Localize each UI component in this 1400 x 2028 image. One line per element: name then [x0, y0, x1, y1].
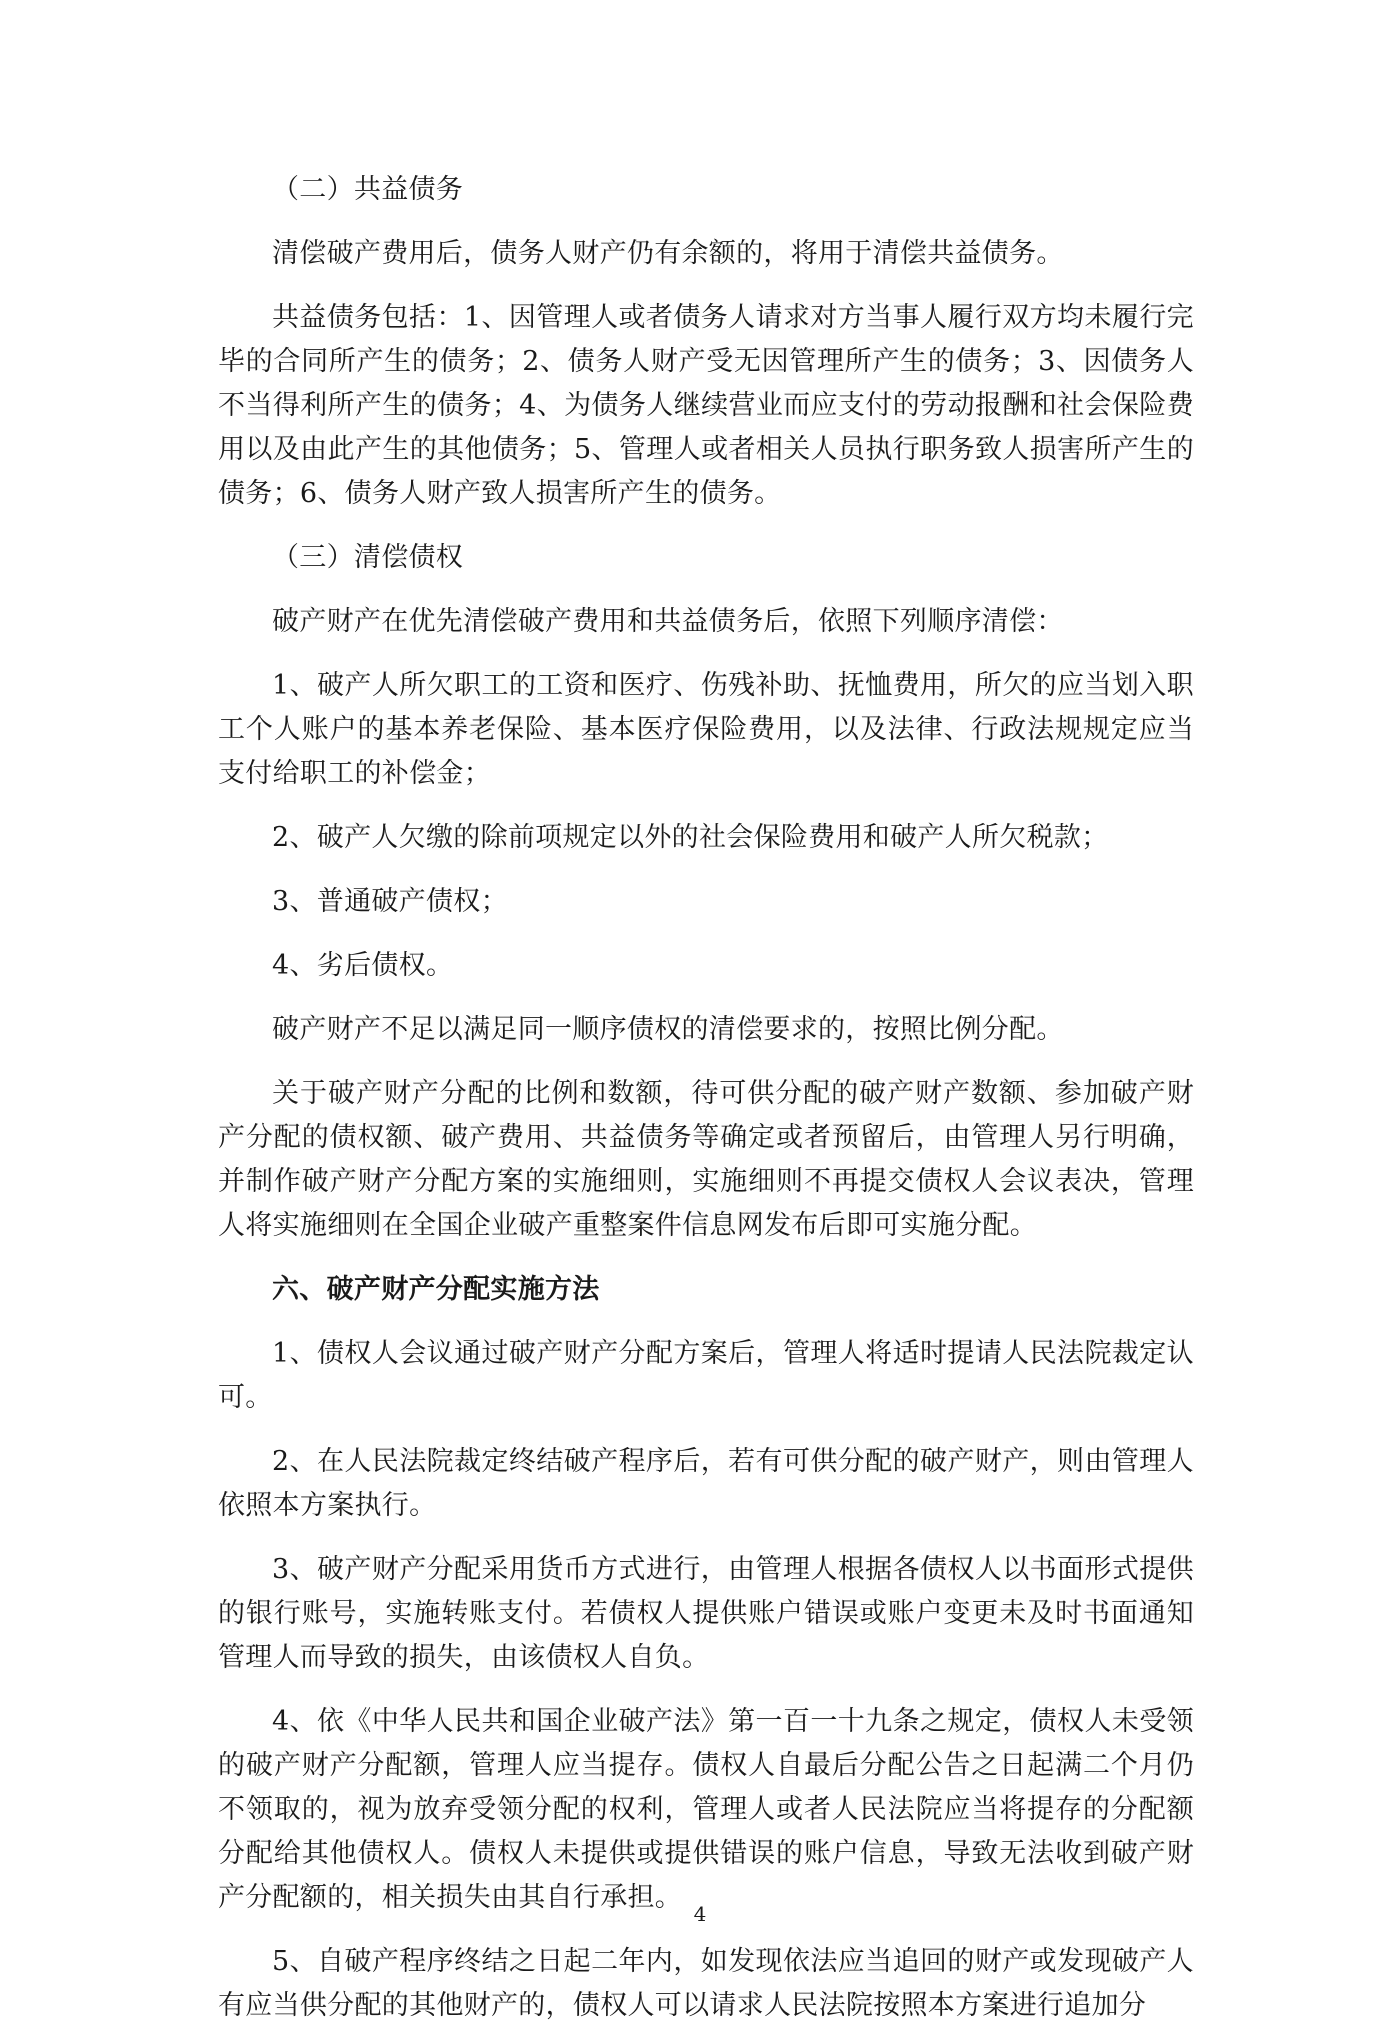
paragraph-subheading-2: （二）共益债务 — [272, 174, 464, 205]
list-item: 4、劣后债权。 — [272, 950, 454, 981]
list-item: 3、破产财产分配采用货币方式进行，由管理人根据各债权人以书面形式提供的银行账号，实施转账支付。若债权人提供账户错误或账户变更未及时书面通知管理人而导致的损失，由该债权人自负。 — [218, 1554, 1194, 1673]
list-item: 5、自破产程序终结之日起二年内，如发现依法应当追回的财产或发现破产人有应当供分配的其他财产的，债权人可以请求人民法院按照本方案进行追加分 — [218, 1946, 1194, 2021]
paragraph: 破产财产在优先清偿破产费用和共益债务后，依照下列顺序清偿： — [272, 606, 1064, 637]
list-item: 1、债权人会议通过破产财产分配方案后，管理人将适时提请人民法院裁定认可。 — [218, 1338, 1194, 1413]
list-item: 2、破产人欠缴的除前项规定以外的社会保险费用和破产人所欠税款； — [272, 822, 1109, 853]
paragraph-subheading-3: （三）清偿债权 — [272, 542, 464, 573]
section-heading: 六、破产财产分配实施方法 — [272, 1274, 600, 1305]
document-body — [218, 168, 1194, 2028]
list-item: 1、破产人所欠职工的工资和医疗、伤残补助、抚恤费用，所欠的应当划入职工个人账户的基本养老保险、基本医疗保险费用，以及法律、行政法规规定应当支付给职工的补偿金； — [218, 670, 1194, 789]
list-item: 2、在人民法院裁定终结破产程序后，若有可供分配的破产财产，则由管理人依照本方案执行。 — [218, 1446, 1194, 1521]
list-item: 4、依《中华人民共和国企业破产法》第一百一十九条之规定，债权人未受领的破产财产分配额，管理人应当提存。债权人自最后分配公告之日起满二个月仍不领取的，视为放弃受领分配的权利，管理人或者人民法院应当将提存的分配额分配给其他债权人。债权人未提供或提供错误的账户信息，导致无法收到破产财产分配额的，相关损失由其自行承担。 — [218, 1706, 1194, 1913]
paragraph: 清偿破产费用后，债务人财产仍有余额的，将用于清偿共益债务。 — [272, 238, 1064, 269]
paragraph: 破产财产不足以满足同一顺序债权的清偿要求的，按照比例分配。 — [272, 1014, 1064, 1045]
paragraph: 共益债务包括：1、因管理人或者债务人请求对方当事人履行双方均未履行完毕的合同所产生的债务；2、债务人财产受无因管理所产生的债务；3、因债务人不当得利所产生的债务；4、为债务人继续营业而应支付的劳动报酬和社会保险费用以及由此产生的其他债务；5、管理人或者相关人员执行职务致人损害所产生的债务；6、债务人财产致人损害所产生的债务。 — [218, 302, 1194, 509]
page-number: 4 — [693, 1902, 707, 1926]
paragraph: 关于破产财产分配的比例和数额，待可供分配的破产财产数额、参加破产财产分配的债权额、破产费用、共益债务等确定或者预留后，由管理人另行明确，并制作破产财产分配方案的实施细则，实施细则不再提交债权人会议表决，管理人将实施细则在全国企业破产重整案件信息网发布后即可实施分配。 — [218, 1078, 1194, 1241]
list-item: 3、普通破产债权； — [272, 886, 508, 917]
